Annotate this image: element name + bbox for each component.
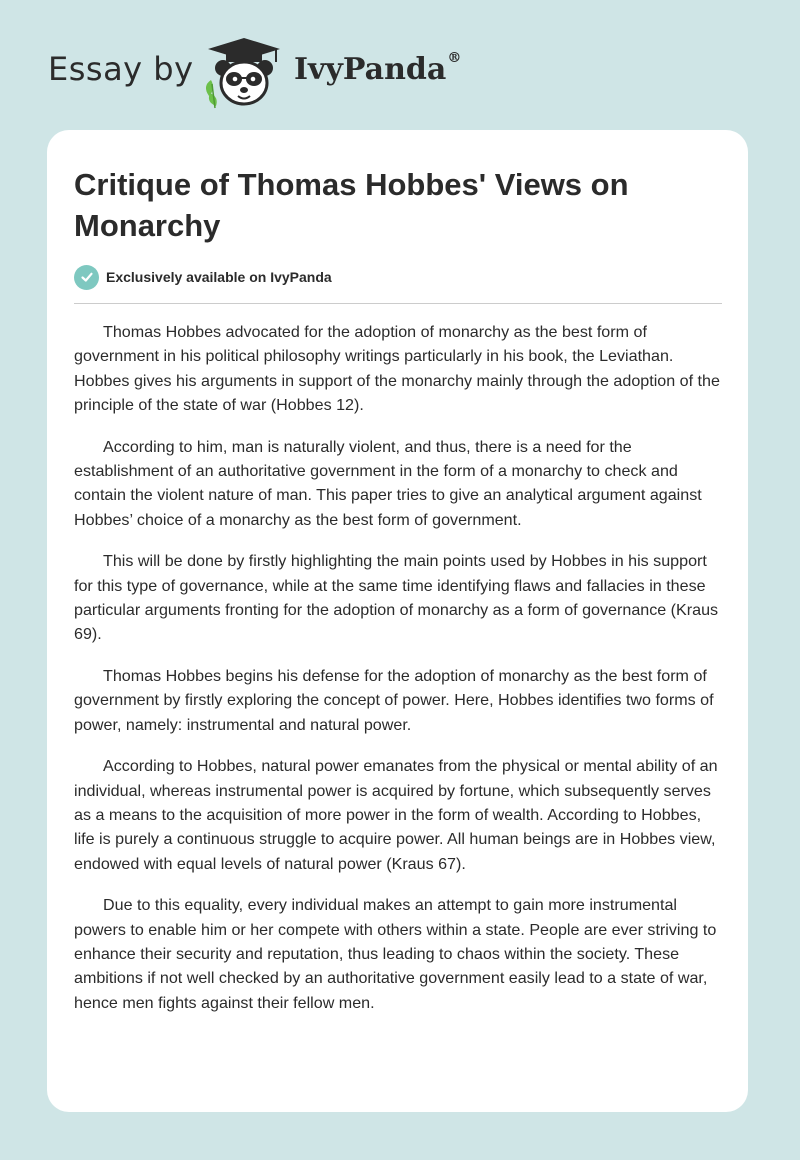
title-divider — [74, 303, 722, 304]
essay-body — [74, 320, 726, 1032]
paragraph: Thomas Hobbes advocated for the adoption of monarchy as the best form of government in his political philosophy writings particularly in his book, the Leviathan. Hobbes gives his arguments in support of the monarchy mainly through the adoption of the principle of the state of war (Hobbes 12). — [74, 323, 720, 415]
brand-name-text: IvyPanda — [294, 52, 447, 87]
paragraph: This will be done by firstly highlighting the main points used by Hobbes in his support for this type of governance, while at the same time identifying flaws and fallacies in these particular arguments fronting for the adoption of monarchy as a form of governance (Kraus 69). — [74, 552, 719, 644]
paragraph: Due to this equality, every individual makes an attempt to gain more instrumental powers to enable him or her compete with others within a state. People are ever striving to enhance their security and reputation, thus leading to chaos within the society. These ambitions if not well checked by an authoritative government easily lead to a state of war, hence men fights against their fellow men. — [74, 896, 717, 1012]
brand-prefix: Essay by — [48, 50, 194, 88]
site-header — [48, 32, 488, 112]
paragraph: Thomas Hobbes begins his defense for the adoption of monarchy as the best form of government by firstly exploring the concept of power. Here, Hobbes identifies two forms of power, namely: instrumental and natural power. — [74, 666, 714, 734]
essay-card — [47, 130, 748, 1112]
check-circle-icon — [74, 265, 99, 290]
panda-graduate-logo[interactable] — [202, 36, 286, 110]
paragraph: According to him, man is naturally violent, and thus, there is a need for the establishment of an authoritative government in the form of a monarchy to check and contain the violent nature of man. This paper tries to give an analytical argument against Hobbes’ choice of a monarchy as the best form of government. — [74, 437, 702, 529]
essay-title: Critique of Thomas Hobbes' Views on Monarchy — [74, 167, 629, 243]
exclusive-badge — [74, 264, 332, 290]
registered-mark: ® — [447, 50, 462, 66]
exclusive-label: Exclusively available on IvyPanda — [106, 269, 332, 285]
brand-name[interactable] — [294, 52, 461, 87]
paragraph: According to Hobbes, natural power emanates from the physical or mental ability of an individual, whereas instrumental power is acquired by fortune, which subsequently serves as a means to the acquisition of more power in the form of wealth. According to Hobbes, life is purely a continuous struggle to acquire power. All human beings are in Hobbes view, endowed with equal levels of natural power (Kraus 67). — [74, 757, 718, 873]
